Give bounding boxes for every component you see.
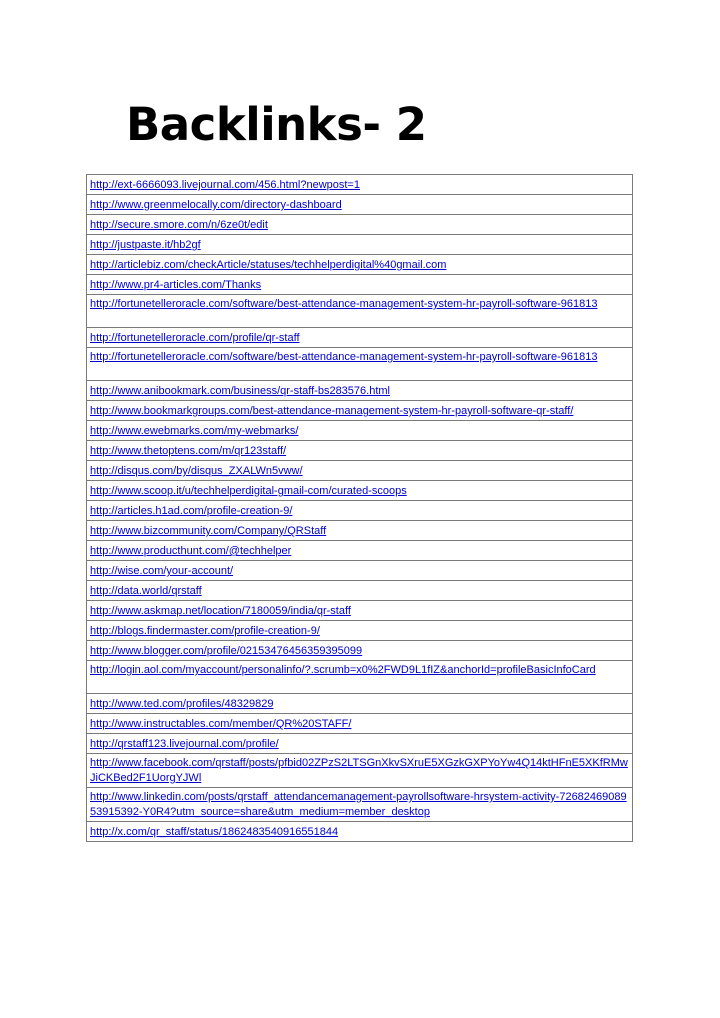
backlink-url-link[interactable]: http://wise.com/your-account/ [90, 565, 234, 577]
table-cell [87, 481, 633, 501]
backlink-url-link[interactable]: http://justpaste.it/hb2gf [90, 239, 201, 251]
table-cell [87, 195, 633, 215]
backlinks-table-body [87, 175, 633, 842]
backlink-url-link[interactable]: http://www.thetoptens.com/m/qr123staff/ [90, 445, 287, 457]
table-cell [87, 734, 633, 754]
table-row [87, 621, 633, 641]
table-row [87, 235, 633, 255]
table-row [87, 481, 633, 501]
table-cell [87, 421, 633, 441]
table-cell [87, 175, 633, 195]
table-cell [87, 754, 633, 788]
backlink-url-link[interactable]: http://fortunetelleroracle.com/software/best-attendance-management-system-hr-payroll-software-961813 [90, 298, 598, 310]
backlink-url-link[interactable]: http://www.producthunt.com/@techhelper [90, 545, 292, 557]
table-cell [87, 255, 633, 275]
table-row [87, 401, 633, 421]
table-row [87, 295, 633, 328]
backlink-url-link[interactable]: http://www.instructables.com/member/QR%20STAFF/ [90, 718, 352, 730]
table-row [87, 754, 633, 788]
table-row [87, 734, 633, 754]
backlink-url-link[interactable]: http://login.aol.com/myaccount/personalinfo/?.scrumb=x0%2FWD9L1fIZ&anchorId=profileBasicInfoCard [90, 664, 596, 676]
table-cell [87, 694, 633, 714]
backlink-url-link[interactable]: http://www.scoop.it/u/techhelperdigital-gmail-com/curated-scoops [90, 485, 407, 497]
table-row [87, 215, 633, 235]
backlink-url-link[interactable]: http://www.pr4-articles.com/Thanks [90, 279, 262, 291]
table-row [87, 461, 633, 481]
backlink-url-link[interactable]: http://disqus.com/by/disqus_ZXALWn5vww/ [90, 465, 303, 477]
table-cell [87, 441, 633, 461]
backlinks-table [86, 174, 633, 842]
backlink-url-link[interactable]: http://data.world/qrstaff [90, 585, 202, 597]
backlink-url-link[interactable]: http://fortunetelleroracle.com/software/best-attendance-management-system-hr-payroll-software-961813 [90, 351, 598, 363]
backlink-url-link[interactable]: http://articlebiz.com/checkArticle/statuses/techhelperdigital%40gmail.com [90, 259, 447, 271]
backlink-url-link[interactable]: http://secure.smore.com/n/6ze0t/edit [90, 219, 268, 231]
table-cell [87, 461, 633, 481]
backlink-url-link[interactable]: http://www.askmap.net/location/7180059/india/qr-staff [90, 605, 351, 617]
table-cell [87, 235, 633, 255]
table-cell [87, 381, 633, 401]
table-cell [87, 641, 633, 661]
table-cell [87, 328, 633, 348]
table-cell [87, 714, 633, 734]
backlink-url-link[interactable]: http://www.greenmelocally.com/directory-dashboard [90, 199, 342, 211]
table-row [87, 521, 633, 541]
table-row [87, 328, 633, 348]
table-row [87, 195, 633, 215]
table-row [87, 421, 633, 441]
table-cell [87, 215, 633, 235]
table-cell [87, 541, 633, 561]
table-row [87, 822, 633, 842]
table-row [87, 694, 633, 714]
table-cell [87, 581, 633, 601]
table-cell [87, 348, 633, 381]
table-row [87, 581, 633, 601]
table-row [87, 441, 633, 461]
table-cell [87, 621, 633, 641]
table-row [87, 175, 633, 195]
backlink-url-link[interactable]: http://www.facebook.com/qrstaff/posts/pfbid02ZPzS2LTSGnXkvSXruE5XGzkGXPYoYw4Q14ktHFnE5XKfRMwJiCKBed2F1UorgYJWl [90, 757, 628, 784]
backlink-url-link[interactable]: http://qrstaff123.livejournal.com/profile/ [90, 738, 279, 750]
backlink-url-link[interactable]: http://www.blogger.com/profile/02153476456359395099 [90, 645, 363, 657]
table-row [87, 541, 633, 561]
backlink-url-link[interactable]: http://www.ewebmarks.com/my-webmarks/ [90, 425, 299, 437]
table-row [87, 714, 633, 734]
backlink-url-link[interactable]: http://www.anibookmark.com/business/qr-staff-bs283576.html [90, 385, 390, 397]
table-row [87, 275, 633, 295]
table-row [87, 661, 633, 694]
table-cell [87, 822, 633, 842]
table-cell [87, 788, 633, 822]
table-row [87, 348, 633, 381]
table-cell [87, 561, 633, 581]
backlink-url-link[interactable]: http://www.linkedin.com/posts/qrstaff_attendancemanagement-payrollsoftware-hrsystem-activity-7268246908953915392-Y0R4?utm_source=share&utm_medium=member_desktop [90, 791, 627, 818]
table-cell [87, 501, 633, 521]
table-cell [87, 275, 633, 295]
table-cell [87, 401, 633, 421]
backlink-url-link[interactable]: http://x.com/qr_staff/status/1862483540916551844 [90, 826, 339, 838]
table-row [87, 381, 633, 401]
page-title: Backlinks- 2 [126, 98, 427, 151]
backlink-url-link[interactable]: http://fortunetelleroracle.com/profile/qr-staff [90, 332, 300, 344]
table-cell [87, 661, 633, 694]
backlink-url-link[interactable]: http://blogs.findermaster.com/profile-creation-9/ [90, 625, 320, 637]
table-row [87, 561, 633, 581]
backlink-url-link[interactable]: http://www.ted.com/profiles/48329829 [90, 698, 274, 710]
table-row [87, 601, 633, 621]
table-row [87, 501, 633, 521]
backlink-url-link[interactable]: http://www.bookmarkgroups.com/best-attendance-management-system-hr-payroll-software-qr-staff/ [90, 405, 574, 417]
table-row [87, 788, 633, 822]
table-row [87, 641, 633, 661]
backlink-url-link[interactable]: http://articles.h1ad.com/profile-creation-9/ [90, 505, 293, 517]
table-cell [87, 521, 633, 541]
table-cell [87, 295, 633, 328]
backlink-url-link[interactable]: http://www.bizcommunity.com/Company/QRStaff [90, 525, 327, 537]
table-row [87, 255, 633, 275]
backlink-url-link[interactable]: http://ext-6666093.livejournal.com/456.html?newpost=1 [90, 179, 360, 191]
table-cell [87, 601, 633, 621]
